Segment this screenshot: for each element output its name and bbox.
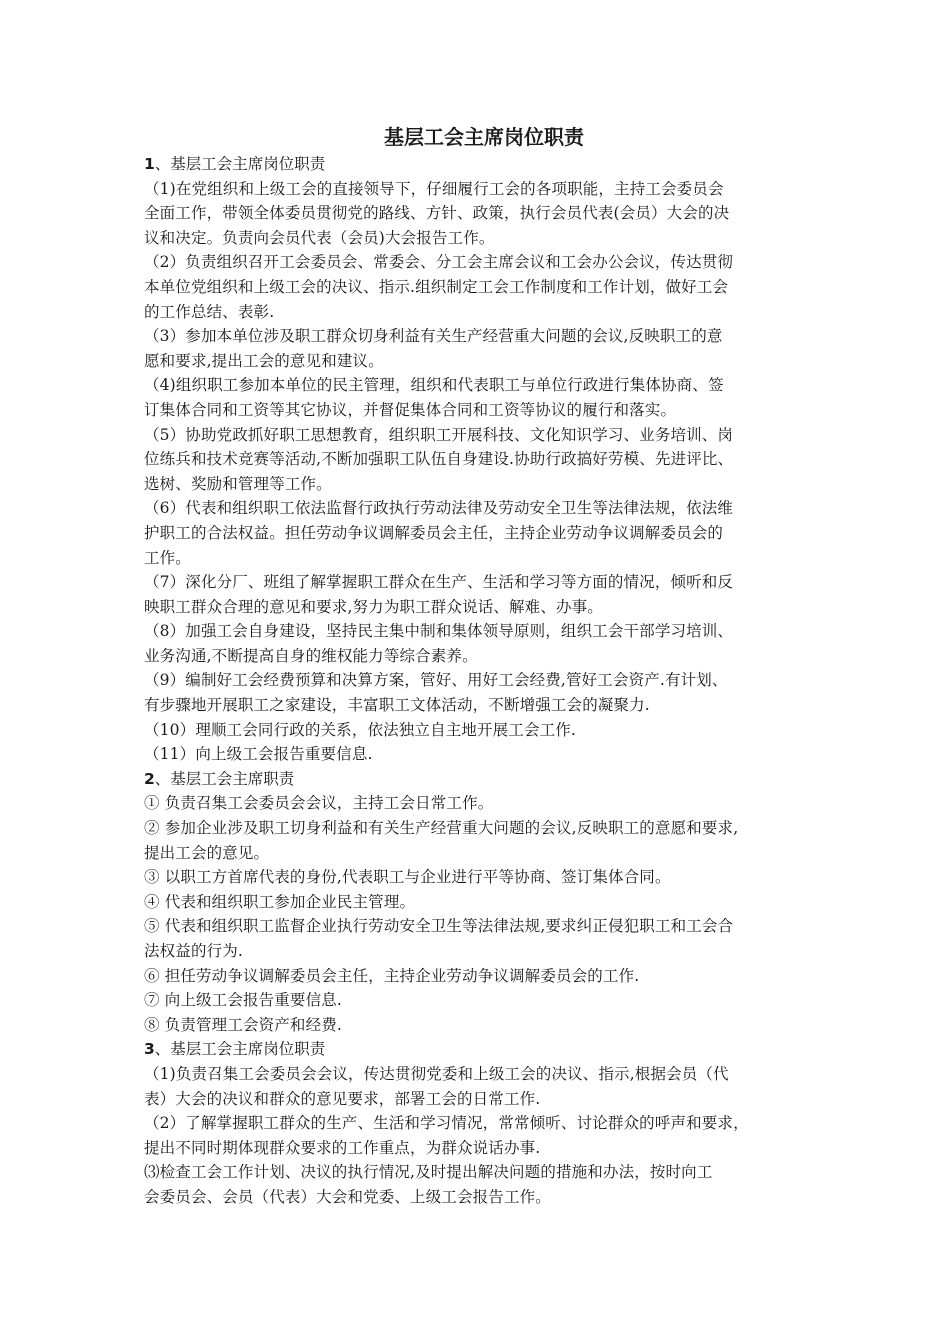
text-line: 的工作总结、表彰. [144, 302, 275, 321]
text-line: ⑶检查工会工作计划、决议的执行情况,及时提出解决问题的措施和办法，按时向工 [144, 1163, 713, 1182]
text-line: 有步骤地开展职工之家建设，丰富职工文体活动，不断增强工会的凝聚力. [144, 696, 650, 715]
text-line: 工作。 [144, 548, 191, 567]
text-line: （7）深化分厂、班组了解掌握职工群众在生产、生活和学习等方面的情况，倾听和反 [144, 573, 734, 592]
text-line: ① 负责召集工会委员会会议，主持工会日常工作。 [144, 794, 494, 813]
text-line: （2）负责组织召开工会委员会、常委会、分工会主席会议和工会办公会议，传达贯彻 [144, 253, 734, 272]
section-heading-text: 、基层工会主席职责 [154, 769, 295, 788]
text-line: ③ 以职工方首席代表的身份,代表职工与企业进行平等协商、签订集体合同。 [144, 868, 671, 887]
text-line: 提出不同时期体现群众要求的工作重点，为群众说话办事. [144, 1138, 541, 1157]
text-line: ⑥ 担任劳动争议调解委员会主任，主持企业劳动争议调解委员会的工作. [144, 966, 640, 985]
text-line: （5）协助党政抓好职工思想教育，组织职工开展科技、文化知识学习、业务培训、岗 [144, 425, 734, 444]
section-number: 2 [144, 769, 155, 788]
text-line: （9）编制好工会经费预算和决算方案，管好、用好工会经费,管好工会资产.有计划、 [144, 671, 728, 690]
section-number: 1 [144, 155, 155, 173]
text-line: 业务沟通,不断提高自身的维权能力等综合素养。 [144, 646, 478, 665]
text-line: （2）了解掌握职工群众的生产、生活和学习情况，常常倾听、讨论群众的呼声和要求， [144, 1114, 749, 1133]
text-line: 本单位党组织和上级工会的决议、指示.组织制定工会工作制度和工作计划，做好工会 [144, 277, 729, 296]
text-line: （1)负责召集工会委员会会议，传达贯彻党委和上级工会的决议、指示,根据会员（代 [144, 1064, 729, 1083]
section-heading-text: 、基层工会主席岗位职责 [154, 1040, 326, 1059]
document-body [144, 122, 824, 1210]
text-line: 护职工的合法权益。担任劳动争议调解委员会主任，主持企业劳动争议调解委员会的 [144, 523, 724, 542]
text-line: ② 参加企业涉及职工切身利益和有关生产经营重大问题的会议,反映职工的意愿和要求, [144, 819, 739, 838]
text-line: 会委员会、会员（代表）大会和党委、上级工会报告工作。 [144, 1187, 551, 1206]
text-line: （1)在党组织和上级工会的直接领导下，仔细履行工会的各项职能，主持工会委员会 [144, 179, 724, 198]
text-line: 全面工作，带领全体委员贯彻党的路线、方针、政策，执行会员代表(会员）大会的决 [144, 204, 730, 223]
text-line: 位练兵和技术竞赛等活动,不断加强职工队伍自身建设.协助行政搞好劳模、先进评比、 [144, 450, 734, 469]
text-line: 表）大会的决议和群众的意见要求，部署工会的日常工作. [144, 1089, 541, 1108]
text-line: 议和决定。负责向会员代表（会员)大会报告工作。 [144, 228, 495, 247]
document-title: 基层工会主席岗位职责 [384, 125, 584, 149]
text-line: （3）参加本单位涉及职工群众切身利益有关生产经营重大问题的会议,反映职工的意 [144, 327, 723, 346]
text-line: （11）向上级工会报告重要信息. [144, 745, 373, 764]
text-line: 订集体合同和工资等其它协议，并督促集体合同和工资等协议的履行和落实。 [144, 400, 677, 419]
text-line: ⑦ 向上级工会报告重要信息. [144, 991, 342, 1010]
section-number: 3 [144, 1040, 155, 1059]
text-line: 映职工群众合理的意见和要求,努力为职工群众说话、解难、办事。 [144, 597, 603, 616]
section-heading [144, 152, 824, 177]
section-heading-text: 、基层工会主席岗位职责 [154, 155, 326, 173]
text-line: （10）理顺工会同行政的关系，依法独立自主地开展工会工作. [144, 720, 577, 739]
text-line: 提出工会的意见。 [144, 843, 270, 862]
text-line: （4)组织职工参加本单位的民主管理，组织和代表职工与单位行政进行集体协商、签 [144, 376, 724, 395]
text-line: （8）加强工会自身建设，坚持民主集中制和集体领导原则，组织工会干部学习培训、 [144, 622, 734, 641]
text-line: 选树、奖励和管理等工作。 [144, 474, 332, 493]
text-line: 法权益的行为. [144, 942, 243, 960]
section-heading [144, 767, 824, 792]
section-1 [144, 152, 824, 767]
section-3 [144, 1037, 824, 1209]
section-heading [144, 1037, 824, 1062]
text-line: ⑧ 负责管理工会资产和经费. [144, 1015, 342, 1034]
text-line: ⑤ 代表和组织职工监督企业执行劳动安全卫生等法律法规,要求纠正侵犯职工和工会合 [144, 917, 734, 936]
section-2 [144, 767, 824, 1038]
text-line: （6）代表和组织职工依法监督行政执行劳动法律及劳动安全卫生等法律法规，依法维 [144, 499, 734, 518]
text-line: 愿和要求,提出工会的意见和建议。 [144, 351, 384, 370]
text-line: ④ 代表和组织职工参加企业民主管理。 [144, 892, 416, 911]
